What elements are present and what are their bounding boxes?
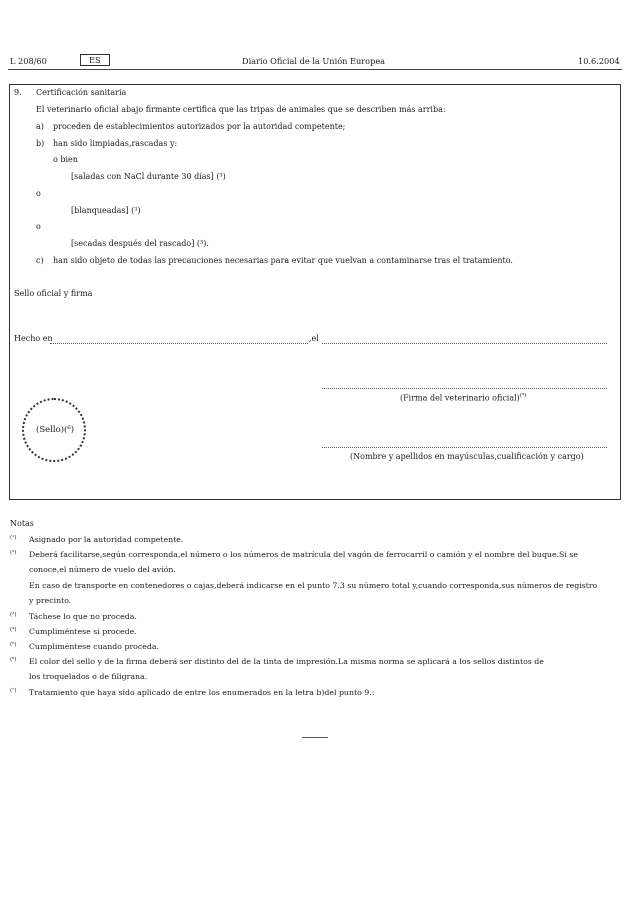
note-1: (¹)	[10, 535, 17, 541]
or-2: o	[36, 222, 41, 231]
note-3-text: Táchese lo que no proceda.	[29, 612, 137, 621]
language-box: ES	[80, 54, 110, 66]
note-4: (⁴)	[10, 627, 17, 633]
option-blanqueadas: [blanqueadas] (³)	[71, 206, 141, 215]
item-a-text: proceden de establecimientos autorizados por la autoridad competente;	[53, 122, 346, 131]
item-b-text: han sido limpiadas,rascadas y:	[53, 139, 178, 148]
signature-line	[322, 388, 607, 389]
publication-date: 10.6.2004	[578, 56, 620, 66]
header-rule	[8, 69, 622, 70]
note-2-text-extra: En caso de transporte en contenedores o cajas,deberá indicarse en el punto 7.3 su número total y,cuando corresponda,sus números de registro	[29, 581, 598, 590]
seal-and-signature-label: Sello oficial y firma	[14, 289, 93, 298]
item-a-label: a)	[36, 122, 44, 131]
note-1-text: Asignado por la autoridad competente.	[29, 535, 184, 544]
journal-title: Diario Oficial de la Unión Europea	[242, 56, 386, 66]
note-2: (²)	[10, 550, 17, 556]
note-2-text-cont: conoce,el número de vuelo del avión.	[29, 565, 176, 574]
note-7-text: Tratamiento que haya sido aplicado de entre los enumerados en la letra b)del punto 9.:	[29, 688, 375, 697]
place-field	[50, 343, 308, 344]
name-line	[322, 447, 607, 448]
option-saladas-ref: (³)	[216, 172, 226, 181]
note-5: (⁵)	[10, 642, 17, 648]
note-6: (⁶)	[10, 657, 17, 663]
o-bien: o bien	[53, 155, 78, 164]
date-label: ,el	[309, 334, 319, 343]
certification-intro: El veterinario oficial abajo firmante certifica que las tripas de animales que se describen más arriba:	[36, 105, 446, 114]
section-title: Certificación sanitaria	[36, 88, 127, 97]
end-rule	[302, 737, 328, 738]
note-5-text: Cumpliméntese cuando proceda.	[29, 642, 159, 651]
page-ref: L 208/60	[10, 56, 47, 66]
note-4-text: Cumpliméntese si procede.	[29, 627, 137, 636]
place-label: Hecho en	[14, 334, 53, 343]
option-secadas-ref: (³).	[196, 239, 209, 248]
note-6-text: El color del sello y de la firma deberá ser distinto del de la tinta de impresión.La misma norma se aplicará a los sellos distintos de	[29, 657, 544, 666]
section-number: 9.	[14, 88, 22, 97]
name-caption: (Nombre y apellidos en mayúsculas,cualificación y cargo)	[350, 452, 584, 461]
option-saladas: [saladas con NaCl durante 30 días] (³)	[71, 172, 226, 181]
note-6-text-cont: los troquelados o de filigrana.	[29, 672, 148, 681]
note-2-text: Deberá facilitarse,según corresponda,el número o los números de matrícula del vagón de ferrocarril o camión y el nombre del buque.Si se	[29, 550, 578, 559]
or-1: o	[36, 189, 41, 198]
notes-title: Notas	[10, 519, 34, 528]
signature-note-ref: (⁶)	[519, 393, 527, 399]
note-2-text-extra-cont: y precinto.	[29, 596, 72, 605]
option-blanqueadas-ref: (³)	[131, 206, 141, 215]
note-3: (³)	[10, 612, 17, 618]
note-7: (⁷)	[10, 688, 17, 694]
seal-note-ref: (⁶)	[64, 425, 75, 435]
signature-caption: (Firma del veterinario oficial)$^{(^6)}$	[400, 393, 527, 403]
item-b-label: b)	[36, 139, 45, 148]
seal-label: (Sello)(⁶)	[36, 425, 75, 435]
option-secadas: [secadas después del rascado] (³).	[71, 239, 209, 248]
item-c-label: c)	[36, 256, 44, 265]
item-c-text: han sido objeto de todas las precauciones necesarias para evitar que vuelvan a contaminarse tras el tratamiento.	[53, 256, 513, 265]
date-field	[322, 343, 607, 344]
